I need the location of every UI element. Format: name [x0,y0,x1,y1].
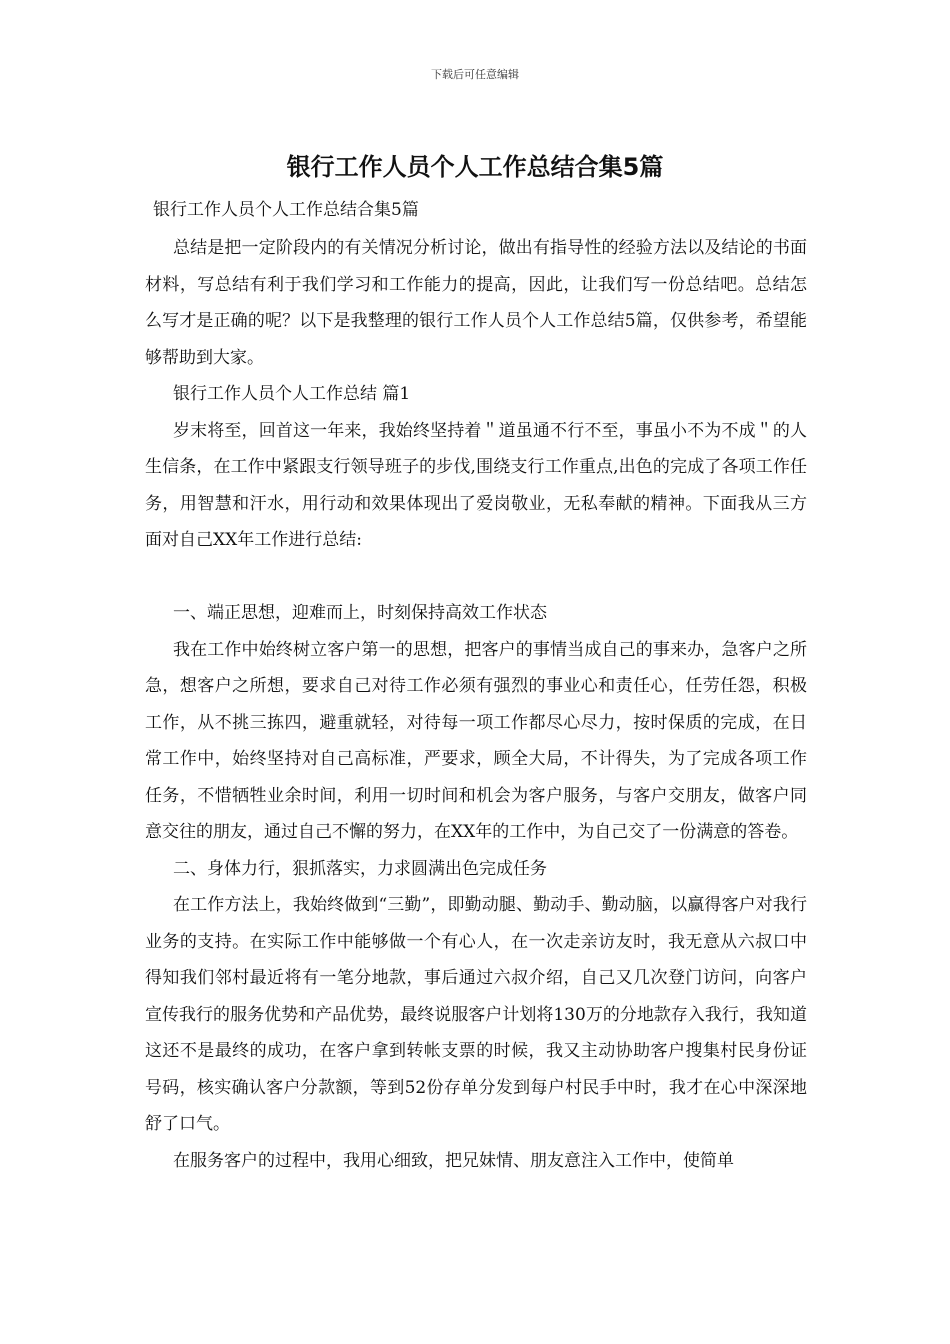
paragraph-service: 在服务客户的过程中，我用心细致，把兄妹情、朋友意注入工作中，使简单 [173,1150,734,1171]
section-heading-part1: 银行工作人员个人工作总结 篇1 [173,384,411,404]
blank-line [145,559,807,596]
document-title: 银行工作人员个人工作总结合集5篇 [286,153,664,181]
paragraph-point-2: 在工作方法上，我始终做到“三勤”，即勤动腿、勤动手、勤动脑，以赢得客户对我行业务的支持。在实际工作中能够做一个有心人，在一次走亲访友时，我无意从六叔口中得知我们邻村最近将有一笔分地款，事后通过六叔介绍，自己又几次登门访问，向客户宣传我行的服务优势和产品优势，最终说服客户计划将130万的分地款存入我行，我知道这还不是最终的成功，在客户拿到转帐支票的时候，我又主动协助客户搜集村民身份证号码，核实确认客户分款额，等到52份存单分发到每户村民手中时，我才在心中深深地舒了口气。 [145,895,807,1134]
heading-point-1: 一、端正思想，迎难而上，时刻保持高效工作状态 [173,603,547,623]
document-body [145,194,807,1179]
page-header-note: 下载后可任意编辑 [431,68,519,81]
intro-paragraph: 总结是把一定阶段内的有关情况分析讨论，做出有指导性的经验方法以及结论的书面材料，写总结有利于我们学习和工作能力的提高，因此，让我们写一份总结吧。总结怎么写才是正确的呢？以下是我整理的银行工作人员个人工作总结5篇，仅供参考，希望能够帮助到大家。 [145,238,807,368]
paragraph-opening: 岁末将至，回首这一年来，我始终坚持着＂道虽通不行不至，事虽小不为不成＂的人生信条，在工作中紧跟支行领导班子的步伐,围绕支行工作重点,出色的完成了各项工作任务，用智慧和汗水，用行动和效果体现出了爱岗敬业，无私奉献的精神。下面我从三方面对自己XX年工作进行总结: [145,420,807,550]
heading-point-2: 二、身体力行，狠抓落实，力求圆满出色完成任务 [173,858,547,879]
paragraph-point-1: 我在工作中始终树立客户第一的思想，把客户的事情当成自己的事来办，急客户之所急，想客户之所想，要求自己对待工作必须有强烈的事业心和责任心，任劳任怨，积极工作，从不挑三拣四，避重就轻，对待每一项工作都尽心尽力，按时保质的完成，在日常工作中，始终坚持对自己高标准，严要求，顾全大局，不计得失，为了完成各项工作任务，不惜牺牲业余时间，利用一切时间和机会为客户服务，与客户交朋友，做客户同意交往的朋友，通过自己不懈的努力，在XX年的工作中，为自己交了一份满意的答卷。 [145,639,807,842]
document-subtitle: 银行工作人员个人工作总结合集5篇 [153,200,419,220]
